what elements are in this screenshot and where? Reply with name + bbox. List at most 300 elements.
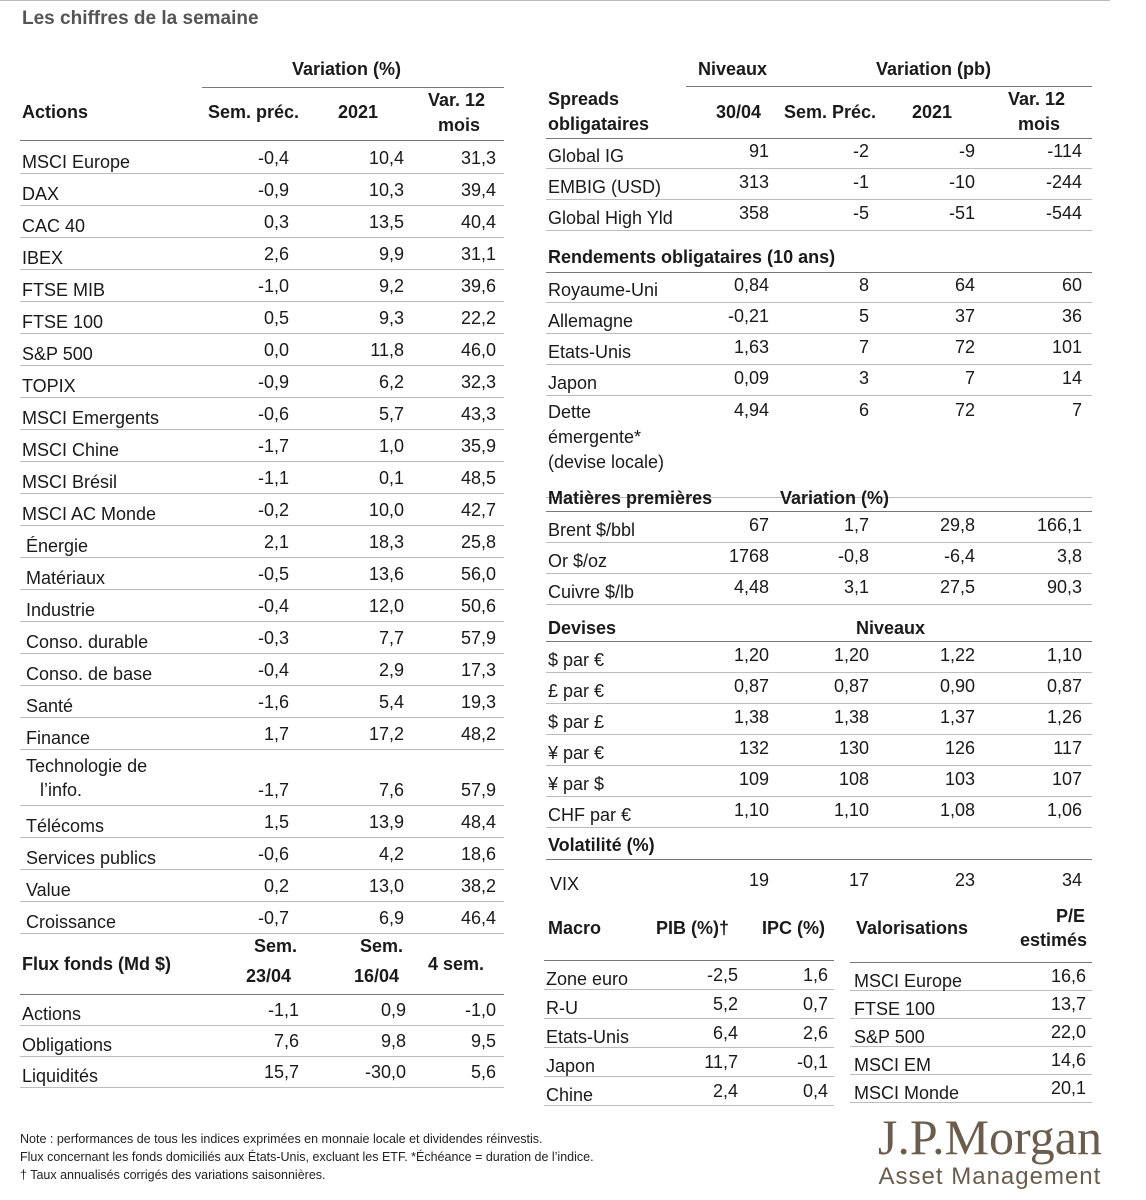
var-12m-value: 25,8 (460, 532, 496, 552)
row-value: 72 (954, 337, 975, 357)
row-label: Obligations (22, 1035, 113, 1055)
row-label: DAX (22, 184, 60, 204)
row-value: 313 (738, 172, 769, 192)
table-row (546, 365, 1092, 396)
row-value: -2 (852, 141, 869, 161)
var-12m-value: 46,4 (460, 908, 496, 928)
row-label: émergente* (548, 427, 642, 447)
table-row (546, 303, 1092, 334)
ytd-2021-value: 13,5 (368, 212, 404, 232)
var-12m-value: 38,2 (460, 876, 496, 896)
footnote-line: † Taux annualisés corrigés des variations saisonnières. (20, 1168, 326, 1182)
col-var12-l1: Var. 12 (428, 90, 486, 110)
volatilite-table (546, 830, 1092, 900)
pib-value: 2,4 (712, 1081, 738, 1101)
row-label: Liquidités (22, 1066, 99, 1086)
logo-wordmark: J.P.Morgan (877, 1109, 1102, 1165)
ytd-2021-value: 7,6 (378, 780, 404, 800)
row-label: Industrie (26, 600, 96, 620)
row-value: 7 (964, 368, 975, 388)
table-row (20, 838, 504, 870)
var-12m-value: 48,2 (460, 724, 496, 744)
valo-col1-l2: estimés (1020, 930, 1088, 950)
spreads-table (546, 56, 1092, 236)
row-value: 91 (748, 141, 769, 161)
table-row (20, 366, 504, 398)
ytd-2021-value: 10,0 (368, 500, 404, 520)
sem-prec-value: -0,6 (257, 844, 289, 864)
row-value: 1,38 (733, 707, 769, 727)
sem-prec-value: -0,9 (257, 372, 289, 392)
table-row (20, 302, 504, 334)
row-value: 5 (858, 306, 869, 326)
row-value: 4,48 (733, 577, 769, 597)
ytd-2021-value: 9,9 (378, 244, 404, 264)
flux-col2-l2: 16/04 (354, 966, 400, 986)
table-row (20, 590, 504, 622)
row-value: 7 (858, 337, 869, 357)
pib-value: 11,7 (704, 1052, 738, 1072)
row-value: 29,8 (939, 515, 975, 535)
table-row (20, 142, 504, 174)
row-value: 1,22 (939, 645, 975, 665)
table-row (546, 169, 1092, 200)
table-row (546, 673, 1092, 704)
table-row (20, 462, 504, 494)
row-label: CHF par € (548, 805, 632, 825)
row-value: -544 (1045, 203, 1082, 223)
row-value: 103 (944, 769, 975, 789)
row-value: 60 (1061, 275, 1082, 295)
row-value: 1,10 (833, 800, 869, 820)
row-value: 0,87 (733, 676, 769, 696)
row-value: -51 (948, 203, 975, 223)
row-label: $ par € (548, 650, 605, 670)
row-value: 1,20 (833, 645, 869, 665)
pe-value: 13,7 (1050, 994, 1086, 1014)
row-label: Actions (22, 1004, 82, 1024)
volatilite-header: Volatilité (%) (548, 835, 655, 855)
row-label: VIX (550, 874, 580, 894)
row-label: Japon (548, 373, 598, 393)
flux-value: -1,0 (464, 1000, 496, 1020)
row-label: Technologie de (26, 756, 148, 776)
ytd-2021-value: 12,0 (368, 596, 404, 616)
macro-table (544, 904, 834, 1108)
row-value: 0,09 (733, 368, 769, 388)
ytd-2021-value: 13,6 (368, 564, 404, 584)
table-row (546, 864, 1092, 896)
ytd-2021-value: 4,2 (378, 844, 404, 864)
row-label: S&P 500 (854, 1027, 925, 1047)
footnote-line: Note : performances de tous les indices exprimées en monnaie locale et dividendes réinvestis. (20, 1132, 543, 1146)
flux-value: 5,6 (470, 1062, 496, 1082)
row-value: -0,21 (727, 306, 769, 326)
valo-col1-l1: P/E (1056, 906, 1086, 926)
row-label: Royaume-Uni (548, 280, 659, 300)
row-label: Finance (26, 728, 91, 748)
row-label: MSCI Brésil (22, 472, 118, 492)
row-label: l’info. (40, 780, 83, 800)
flux-value: 0,9 (380, 1000, 406, 1020)
table-row (544, 1019, 834, 1048)
logo-subtitle: Asset Management (878, 1163, 1102, 1190)
row-label: FTSE 100 (22, 312, 104, 332)
row-value: 3 (858, 368, 869, 388)
table-row (546, 396, 1092, 498)
row-value: -5 (852, 203, 869, 223)
table-row (20, 334, 504, 366)
var-12m-value: 22,2 (460, 308, 496, 328)
rendements-table (546, 242, 1092, 472)
pe-value: 16,6 (1050, 966, 1086, 986)
sem-prec-value: -1,0 (257, 276, 289, 296)
row-label: S&P 500 (22, 344, 93, 364)
var-12m-value: 57,9 (460, 628, 496, 648)
table-row (20, 995, 504, 1026)
sem-prec-value: -0,6 (257, 404, 289, 424)
ytd-2021-value: 2,9 (378, 660, 404, 680)
var-12m-value: 48,4 (460, 812, 496, 832)
row-label: Or $/oz (548, 551, 608, 571)
table-row (20, 398, 504, 430)
flux-col1-l2: 23/04 (246, 966, 292, 986)
row-value: 0,87 (833, 676, 869, 696)
row-label: Etats-Unis (548, 342, 632, 362)
row-label: Allemagne (548, 311, 634, 331)
row-label: $ par £ (548, 712, 605, 732)
table-row (546, 512, 1092, 543)
row-value: -9 (958, 141, 975, 161)
sem-prec-value: -0,3 (257, 628, 289, 648)
row-label: Télécoms (26, 816, 105, 836)
row-value: 34 (1061, 870, 1082, 890)
table-row (546, 574, 1092, 605)
col-2021: 2021 (338, 102, 379, 122)
var-12m-value: 48,5 (460, 468, 496, 488)
pib-value: 6,4 (712, 1023, 738, 1043)
sem-prec-value: 0,2 (263, 876, 289, 896)
ytd-2021-value: 9,3 (378, 308, 404, 328)
page-title: Les chiffres de la semaine (22, 8, 259, 29)
row-label: Services publics (26, 848, 157, 868)
macro-col-label: Macro (548, 918, 602, 938)
var-12m-value: 32,3 (460, 372, 496, 392)
row-value: 3,1 (843, 577, 869, 597)
table-row (20, 1057, 504, 1088)
ytd-2021-value: 9,2 (378, 276, 404, 296)
sem-prec-value: -0,7 (257, 908, 289, 928)
macro-col2: IPC (%) (762, 918, 825, 938)
matieres-variation-header: Variation (%) (780, 488, 890, 508)
sem-prec-value: -1,1 (257, 468, 289, 488)
row-label: Chine (546, 1085, 594, 1105)
ytd-2021-value: 10,3 (368, 180, 404, 200)
devises-header: Devises (548, 618, 617, 638)
table-row (544, 1077, 834, 1106)
footnotes (20, 1130, 594, 1184)
row-label: £ par € (548, 681, 605, 701)
row-label: Matériaux (26, 568, 106, 588)
sem-prec-value: -0,2 (257, 500, 289, 520)
row-value: -244 (1045, 172, 1082, 192)
ytd-2021-value: 17,2 (368, 724, 404, 744)
row-value: 1,26 (1046, 707, 1082, 727)
sem-prec-value: -0,9 (257, 180, 289, 200)
table-row (544, 990, 834, 1019)
ytd-2021-value: 5,4 (378, 692, 404, 712)
table-row (20, 558, 504, 590)
row-value: 27,5 (939, 577, 975, 597)
table-row (850, 1047, 1092, 1075)
pe-value: 20,1 (1050, 1078, 1086, 1098)
row-value: 67 (748, 515, 769, 535)
table-row (546, 200, 1092, 231)
row-label: R-U (546, 998, 578, 1018)
table-row (850, 963, 1092, 991)
row-value: -114 (1047, 141, 1082, 161)
var-12m-value: 46,0 (460, 340, 496, 360)
spreads-col-label-l2: obligataires (548, 114, 650, 134)
row-value: 1,7 (843, 515, 869, 535)
sem-prec-value: -0,4 (257, 148, 289, 168)
row-value: 0,84 (733, 275, 769, 295)
niveaux-header: Niveaux (698, 59, 768, 79)
variation-pb-header: Variation (pb) (876, 59, 992, 79)
table-row (546, 334, 1092, 365)
var-12m-value: 35,9 (460, 436, 496, 456)
table-row (20, 494, 504, 526)
variation-header: Variation (%) (292, 59, 402, 79)
matieres-table (546, 484, 1092, 602)
flux-col-label: Flux fonds (Md $) (22, 954, 171, 974)
flux-value: 9,8 (380, 1031, 406, 1051)
row-value: 17 (848, 870, 869, 890)
ytd-2021-value: 6,2 (378, 372, 404, 392)
table-row (546, 766, 1092, 797)
row-value: 109 (738, 769, 769, 789)
table-row (850, 1019, 1092, 1047)
var-12m-value: 39,6 (460, 276, 496, 296)
table-row (20, 1026, 504, 1057)
table-row (546, 543, 1092, 574)
spreads-col4-l1: Var. 12 (1008, 89, 1066, 109)
row-value: 358 (738, 203, 769, 223)
pib-value: -2,5 (706, 965, 738, 985)
row-value: 1,20 (733, 645, 769, 665)
ipc-value: 0,7 (802, 994, 828, 1014)
actions-table (20, 56, 504, 932)
row-label: ¥ par € (548, 743, 605, 763)
table-row (546, 642, 1092, 673)
ipc-value: 1,6 (802, 965, 828, 985)
var-12m-value: 57,9 (460, 780, 496, 800)
sem-prec-value: 0,5 (263, 308, 289, 328)
ytd-2021-value: 10,4 (368, 148, 404, 168)
table-row (20, 902, 504, 934)
row-value: 166,1 (1036, 515, 1082, 535)
jpmorgan-logo (878, 1110, 1102, 1190)
table-row (20, 206, 504, 238)
var-12m-value: 19,3 (460, 692, 496, 712)
row-value: 0,87 (1046, 676, 1082, 696)
ytd-2021-value: 7,7 (378, 628, 404, 648)
macro-col1: PIB (%)† (656, 918, 730, 938)
pib-value: 5,2 (712, 994, 738, 1014)
row-label: (devise locale) (548, 452, 665, 472)
table-row (546, 138, 1092, 169)
row-value: 3,8 (1056, 546, 1082, 566)
row-label: MSCI EM (854, 1055, 932, 1075)
row-label: Conso. durable (26, 632, 149, 652)
actions-header-rule (20, 140, 504, 141)
row-label: Japon (546, 1056, 596, 1076)
ipc-value: 2,6 (802, 1023, 828, 1043)
row-label: Santé (26, 696, 74, 716)
row-value: 117 (1053, 738, 1082, 758)
sem-prec-value: 0,3 (263, 212, 289, 232)
flux-value: -30,0 (364, 1062, 406, 1082)
pe-value: 14,6 (1050, 1050, 1086, 1070)
row-value: 90,3 (1046, 577, 1082, 597)
sem-prec-value: 2,1 (263, 532, 289, 552)
sem-prec-value: -0,4 (257, 596, 289, 616)
row-label: IBEX (22, 248, 64, 268)
table-row (20, 270, 504, 302)
valo-col-label: Valorisations (856, 918, 969, 938)
row-label: CAC 40 (22, 216, 86, 236)
table-row (546, 797, 1092, 828)
row-label: Dette (548, 402, 592, 422)
table-row (850, 991, 1092, 1019)
table-row (20, 750, 504, 806)
row-label: MSCI Europe (854, 971, 963, 991)
row-label: MSCI AC Monde (22, 504, 157, 524)
row-label: MSCI Emergents (22, 408, 160, 428)
row-value: 36 (1061, 306, 1082, 326)
sem-prec-value: 2,6 (263, 244, 289, 264)
flux-col1-l1: Sem. (254, 936, 298, 956)
row-value: 64 (954, 275, 975, 295)
row-label: Cuivre $/lb (548, 582, 635, 602)
row-value: 1,63 (733, 337, 769, 357)
row-value: 107 (1051, 769, 1082, 789)
devises-niveaux-header: Niveaux (856, 618, 926, 638)
row-value: 19 (748, 870, 769, 890)
table-row (850, 1075, 1092, 1103)
spreads-col2: Sem. Préc. (784, 102, 877, 122)
row-label: Value (26, 880, 71, 900)
table-row (20, 870, 504, 902)
row-value: 8 (858, 275, 869, 295)
row-label: Énergie (26, 536, 89, 556)
row-value: 6 (858, 400, 869, 420)
devises-table (546, 614, 1092, 832)
ytd-2021-value: 5,7 (378, 404, 404, 424)
table-row (20, 686, 504, 718)
table-row (546, 272, 1092, 303)
ipc-value: -0,1 (796, 1052, 828, 1072)
var-12m-value: 50,6 (460, 596, 496, 616)
row-value: 0,90 (939, 676, 975, 696)
actions-col-label: Actions (22, 102, 89, 122)
row-label: Etats-Unis (546, 1027, 630, 1047)
table-row (544, 1048, 834, 1077)
sem-prec-value: -1,7 (257, 780, 289, 800)
valorisations-table (850, 904, 1092, 1108)
var-12m-value: 31,3 (460, 148, 496, 168)
row-value: -10 (948, 172, 975, 192)
row-label: Brent $/bbl (548, 520, 636, 540)
row-value: 7 (1071, 400, 1082, 420)
row-label: MSCI Monde (854, 1083, 960, 1103)
var-12m-value: 39,4 (460, 180, 496, 200)
row-value: 72 (954, 400, 975, 420)
row-value: -0,8 (837, 546, 869, 566)
row-label: FTSE 100 (854, 999, 936, 1019)
row-value: 14 (1061, 368, 1082, 388)
row-value: -6,4 (943, 546, 975, 566)
flux-value: -1,1 (267, 1000, 299, 1020)
row-value: 1,38 (833, 707, 869, 727)
sem-prec-value: 0,0 (263, 340, 289, 360)
row-value: 1,10 (733, 800, 769, 820)
flux-value: 9,5 (470, 1031, 496, 1051)
row-value: 1,10 (1046, 645, 1082, 665)
row-value: 108 (838, 769, 869, 789)
table-row (546, 704, 1092, 735)
row-label: Global High Yld (548, 208, 673, 228)
row-value: 1,37 (939, 707, 975, 727)
spreads-col4-l2: mois (1018, 114, 1061, 134)
table-row (546, 735, 1092, 766)
top-rule (0, 0, 1110, 1)
flux-value: 7,6 (273, 1031, 299, 1051)
row-label: EMBIG (USD) (548, 177, 662, 197)
row-label: MSCI Chine (22, 440, 120, 460)
pe-value: 22,0 (1050, 1022, 1086, 1042)
row-value: 130 (838, 738, 869, 758)
ytd-2021-value: 13,0 (368, 876, 404, 896)
sem-prec-value: -1,6 (257, 692, 289, 712)
flux-table (20, 932, 504, 1092)
row-value: 1,06 (1046, 800, 1082, 820)
row-value: 1,08 (939, 800, 975, 820)
ipc-value: 0,4 (802, 1081, 828, 1101)
ytd-2021-value: 13,9 (368, 812, 404, 832)
table-row (20, 654, 504, 686)
row-value: 101 (1051, 337, 1082, 357)
spreads-col1: 30/04 (716, 102, 762, 122)
var-12m-value: 40,4 (460, 212, 496, 232)
table-row (20, 174, 504, 206)
sem-prec-value: 1,5 (263, 812, 289, 832)
row-label: ¥ par $ (548, 774, 605, 794)
row-value: 37 (954, 306, 975, 326)
table-row (20, 806, 504, 838)
footnote-line: Flux concernant les fonds domiciliés aux États-Unis, excluant les ETF. *Échéance = duration de l’indice. (20, 1150, 594, 1164)
spreads-col3: 2021 (912, 102, 953, 122)
var-12m-value: 56,0 (460, 564, 496, 584)
table-row (20, 718, 504, 750)
var-12m-value: 43,3 (460, 404, 496, 424)
var-12m-value: 18,6 (460, 844, 496, 864)
flux-col3: 4 sem. (428, 954, 485, 974)
col-var12-l2: mois (438, 115, 481, 135)
row-value: -1 (852, 172, 869, 192)
row-label: MSCI Europe (22, 152, 131, 172)
sem-prec-value: -0,4 (257, 660, 289, 680)
